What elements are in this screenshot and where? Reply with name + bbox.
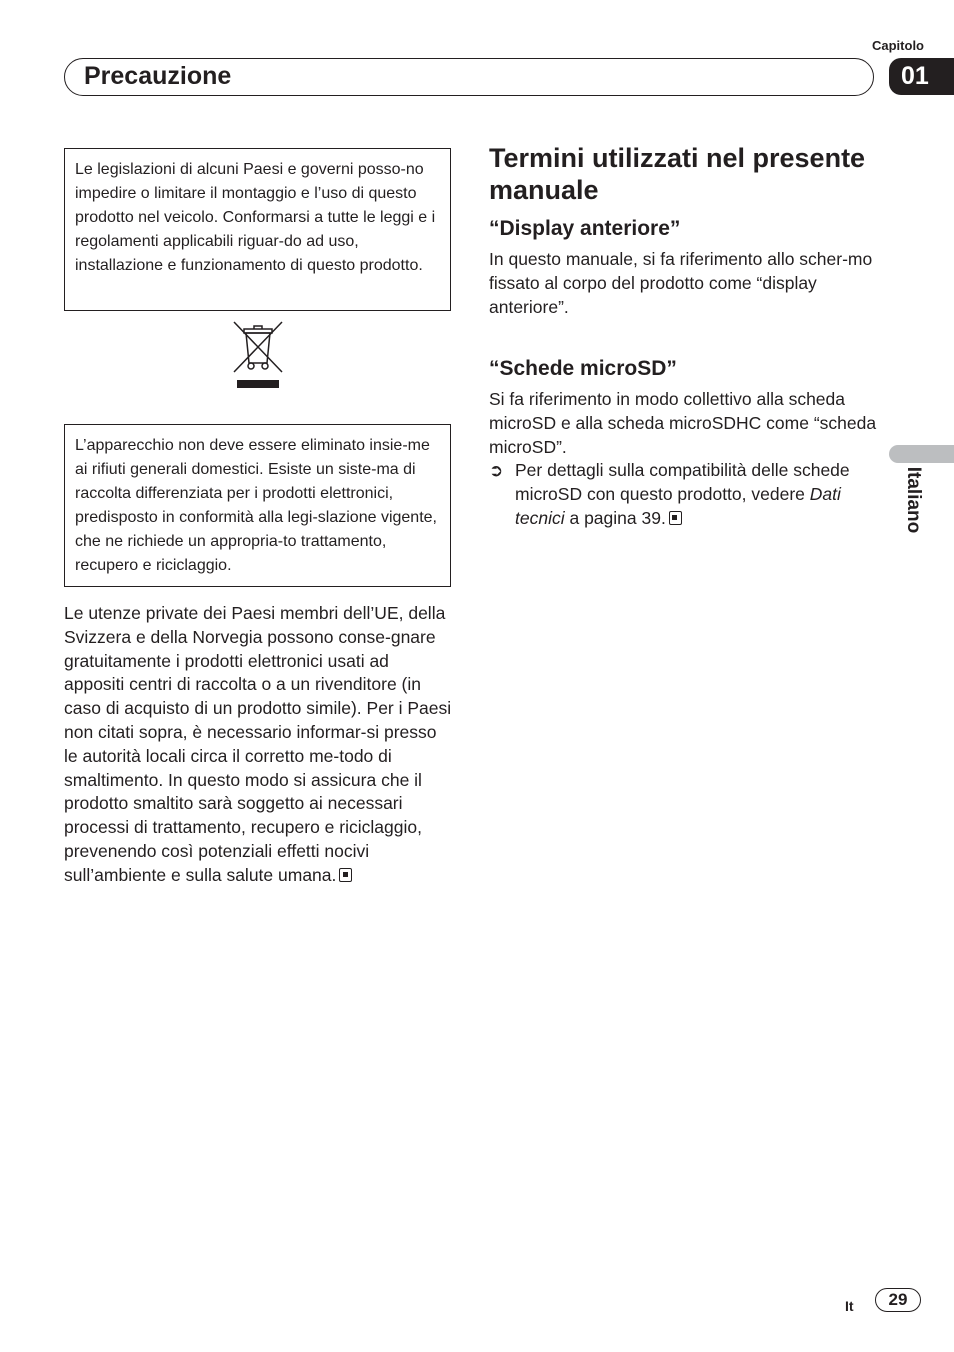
- crossed-out-wheelie-bin-icon: [232, 320, 284, 392]
- subsection-title-microsd: “Schede microSD”: [489, 357, 677, 380]
- bullet-text: [515, 459, 881, 530]
- notice-box-disposal: [64, 424, 451, 587]
- notice-disposal-text: L’apparecchio non deve essere eliminato insie-me ai rifiuti generali domestici. Esiste un siste-ma di raccolta differenziata per i prodotti elettronici, predisposto in conformità alla legi-slazione vigente, che ne richiede un appropria-to trattamento, recupero e riciclaggio.: [75, 437, 437, 574]
- page-title: Precauzione: [84, 62, 232, 90]
- section-title: Termini utilizzati nel presente manuale: [489, 143, 866, 205]
- arrow-bullet-icon: ➲: [489, 461, 504, 480]
- microsd-paragraph: Si fa riferimento in modo collettivo alla scheda microSD e alla scheda microSDHC come “scheda microSD”.: [489, 389, 877, 457]
- chapter-number-badge: 01: [889, 58, 954, 95]
- display-paragraph: In questo manuale, si fa riferimento allo scher-mo fissato al corpo del prodotto come “display anteriore”.: [489, 249, 873, 317]
- microsd-bullet: [489, 459, 881, 530]
- bullet-text-before: Per dettagli sulla compatibilità delle schede microSD con questo prodotto, vedere: [515, 460, 850, 504]
- end-of-section-mark-icon: [339, 868, 352, 882]
- language-side-label: Italiano: [903, 466, 924, 534]
- bullet-text-after: a pagina 39.: [564, 507, 666, 528]
- end-of-section-mark-icon: [669, 511, 682, 525]
- spec-reference-link[interactable]: Dati tecnici: [515, 483, 841, 528]
- notice-box-legislation: [64, 148, 451, 311]
- disposal-paragraph: [64, 602, 454, 888]
- subsection-title-display: “Display anteriore”: [489, 217, 681, 240]
- chapter-label: Capitolo: [872, 38, 924, 53]
- language-side-tab: [889, 445, 954, 463]
- notice-legislation-text: Le legislazioni di alcuni Paesi e governi posso-no impedire o limitare il montaggio e l’uso di questo prodotto nel veicolo. Conformarsi a tutte le leggi e i regolamenti applicabili riguar-do ad uso, installazione e funzionamento di questo prodotto.: [75, 161, 436, 274]
- disposal-paragraph-text: Le utenze private dei Paesi membri dell’UE, della Svizzera e della Norvegia possono conse-gnare gratuitamente i prodotti elettronici usati ad appositi centri di raccolta o a un rivenditore (in caso di acquisto di un prodotto simile). Per i Paesi non citati sopra, è necessario informar-si presso le autorità locali circa il corretto me-todo di smaltimento. In questo modo si assicura che il prodotto smaltito sarà soggetto ai necessari processi di trattamento, recupero e riciclaggio, prevenendo così potenziali effetti nocivi sull’ambiente e sulla salute umana.: [64, 603, 452, 885]
- page-number: 29: [875, 1288, 921, 1312]
- footer-language-code: It: [845, 1298, 854, 1314]
